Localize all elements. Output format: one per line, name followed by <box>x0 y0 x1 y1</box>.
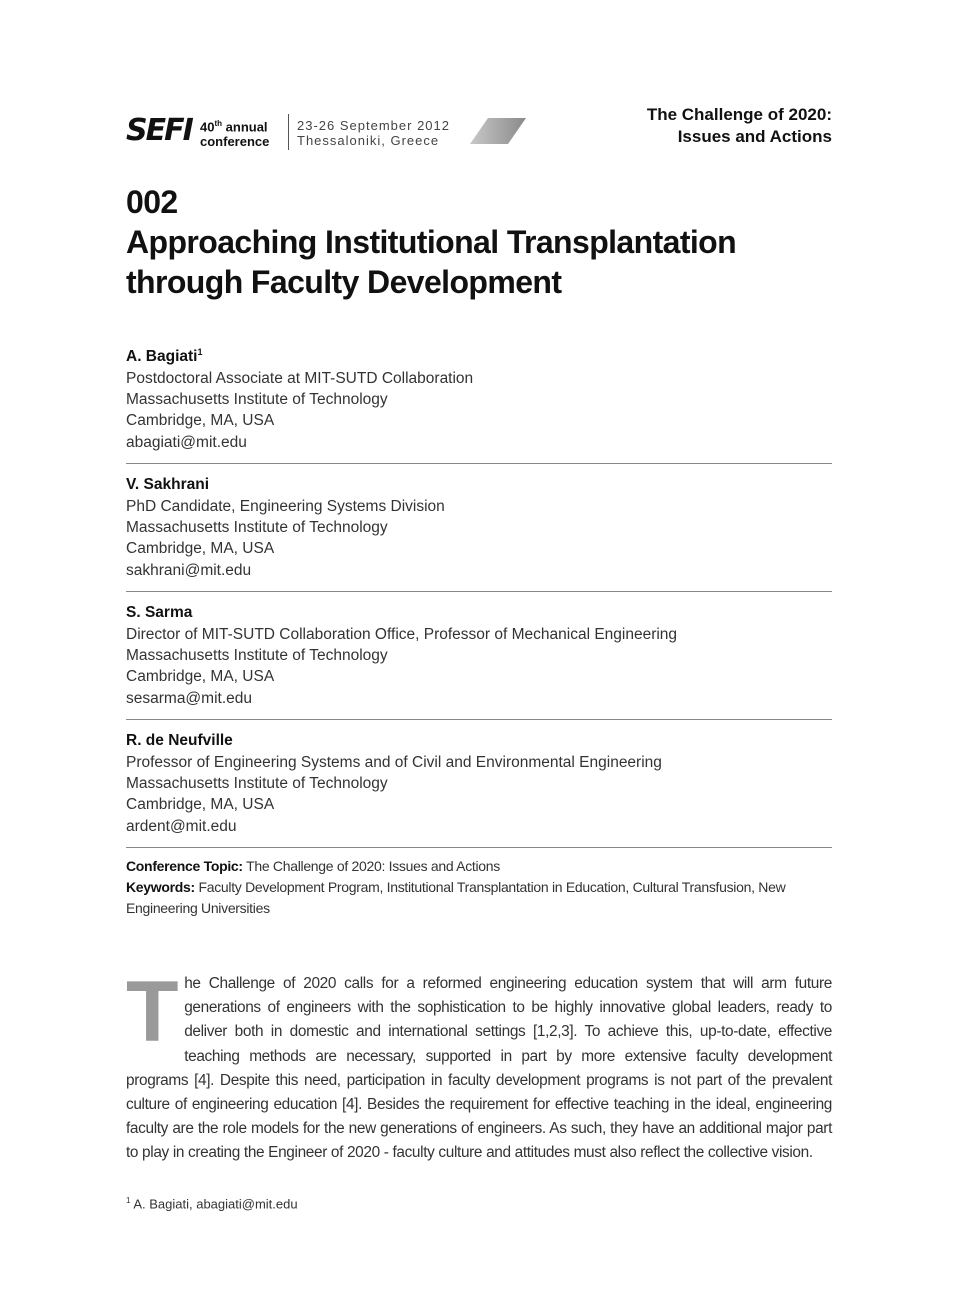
header-topic-line2: Issues and Actions <box>677 127 832 146</box>
author-affiliation-city: Cambridge, MA, USA <box>126 412 275 430</box>
author-affiliation-city: Cambridge, MA, USA <box>126 796 275 814</box>
author-list <box>126 342 832 858</box>
footnote-marker: 1 <box>126 1196 131 1205</box>
author-email: abagiati@mit.edu <box>126 433 247 451</box>
author-email: ardent@mit.edu <box>126 817 237 835</box>
intro-text: he Challenge of 2020 calls for a reformed engineering education system that will arm future generations of engineers with the sophistication to be highly innovative global leaders, ready to deliver both in domestic and international settings [1,2,3]. To achieve this, up-to-date, effective teaching methods are necessary, supported in part by more extensive faculty development programs [4]. Despite this need, participation in faculty development programs is not part of the prevalent culture of engineering education [4]. Besides the requirement for effective teaching in the ideal, engineering faculty are the role models for the new generations of engineers. As such, they have an additional major part to play in creating the Engineer of 2020 - faculty culture and attitudes must also reflect the collective vision. <box>126 975 832 1162</box>
footnote-text: A. Bagiati, abagiati@mit.edu <box>130 1196 298 1212</box>
conference-dates: 23-26 September 2012 <box>297 118 450 133</box>
conference-topic-label: Conference Topic: <box>126 858 243 874</box>
author-name: A. Bagiati$^1$ <box>126 347 203 366</box>
author-email: sakhrani@mit.edu <box>126 561 252 579</box>
keywords-value: Faculty Development Program, Institutional Transplantation in Education, Cultural Transfusion, New Engineering Universities <box>126 879 786 916</box>
paper-title-line2: through Faculty Development <box>126 264 562 300</box>
author-block <box>126 474 832 592</box>
author-affiliation-position: PhD Candidate, Engineering Systems Division <box>126 497 445 515</box>
author-affiliation-city: Cambridge, MA, USA <box>126 668 275 686</box>
footnote <box>126 1196 298 1211</box>
drop-cap: T <box>126 964 179 1060</box>
author-affiliation-city: Cambridge, MA, USA <box>126 540 275 558</box>
author-name: S. Sarma <box>126 604 193 622</box>
paper-title-line1: Approaching Institutional Transplantation <box>126 224 737 260</box>
author-block <box>126 342 832 464</box>
paper-meta <box>126 856 832 919</box>
author-affiliation-position: Postdoctoral Associate at MIT-SUTD Collaboration <box>126 369 474 387</box>
conf-ordinal-suffix: th <box>214 119 223 128</box>
header-topic <box>647 104 832 148</box>
conference-topic <box>126 856 832 877</box>
author-block <box>126 602 832 720</box>
sefi-logo: SEFI <box>126 113 192 148</box>
header-divider <box>288 114 289 150</box>
author-block <box>126 730 832 848</box>
conference-topic-value: The Challenge of 2020: Issues and Actions <box>242 858 500 874</box>
author-affiliation-institution: Massachusetts Institute of Technology <box>126 519 388 536</box>
author-affiliation-position: Professor of Engineering Systems and of Civil and Environmental Engineering <box>126 753 662 771</box>
conf-word: conference <box>200 134 270 150</box>
author-name: R. de Neufville <box>126 732 233 750</box>
keywords-label: Keywords: <box>126 879 195 895</box>
paper-number: 002 <box>126 184 178 220</box>
header-topic-line1: The Challenge of 2020: <box>646 105 832 124</box>
author-affiliation-institution: Massachusetts Institute of Technology <box>126 775 388 793</box>
author-footnote-marker: 1 <box>197 347 203 357</box>
intro-paragraph <box>126 964 832 1166</box>
keywords <box>126 877 832 919</box>
conference-edition <box>200 116 269 149</box>
conference-location: Thessaloniki, Greece <box>297 133 440 148</box>
author-affiliation-institution: Massachusetts Institute of Technology <box>126 647 388 665</box>
author-email: sesarma@mit.edu <box>126 689 252 707</box>
parallelogram-decoration-icon <box>470 118 526 144</box>
author-name: V. Sakhrani <box>126 476 210 494</box>
conference-dates-location <box>297 118 450 148</box>
paper-title <box>126 182 846 302</box>
author-affiliation-position: Director of MIT-SUTD Collaboration Office, Professor of Mechanical Engineering <box>126 625 678 643</box>
conference-header <box>126 105 832 152</box>
conf-ordinal: 40 <box>200 119 215 135</box>
author-affiliation-institution: Massachusetts Institute of Technology <box>126 390 388 408</box>
conf-annual: annual <box>222 119 268 135</box>
